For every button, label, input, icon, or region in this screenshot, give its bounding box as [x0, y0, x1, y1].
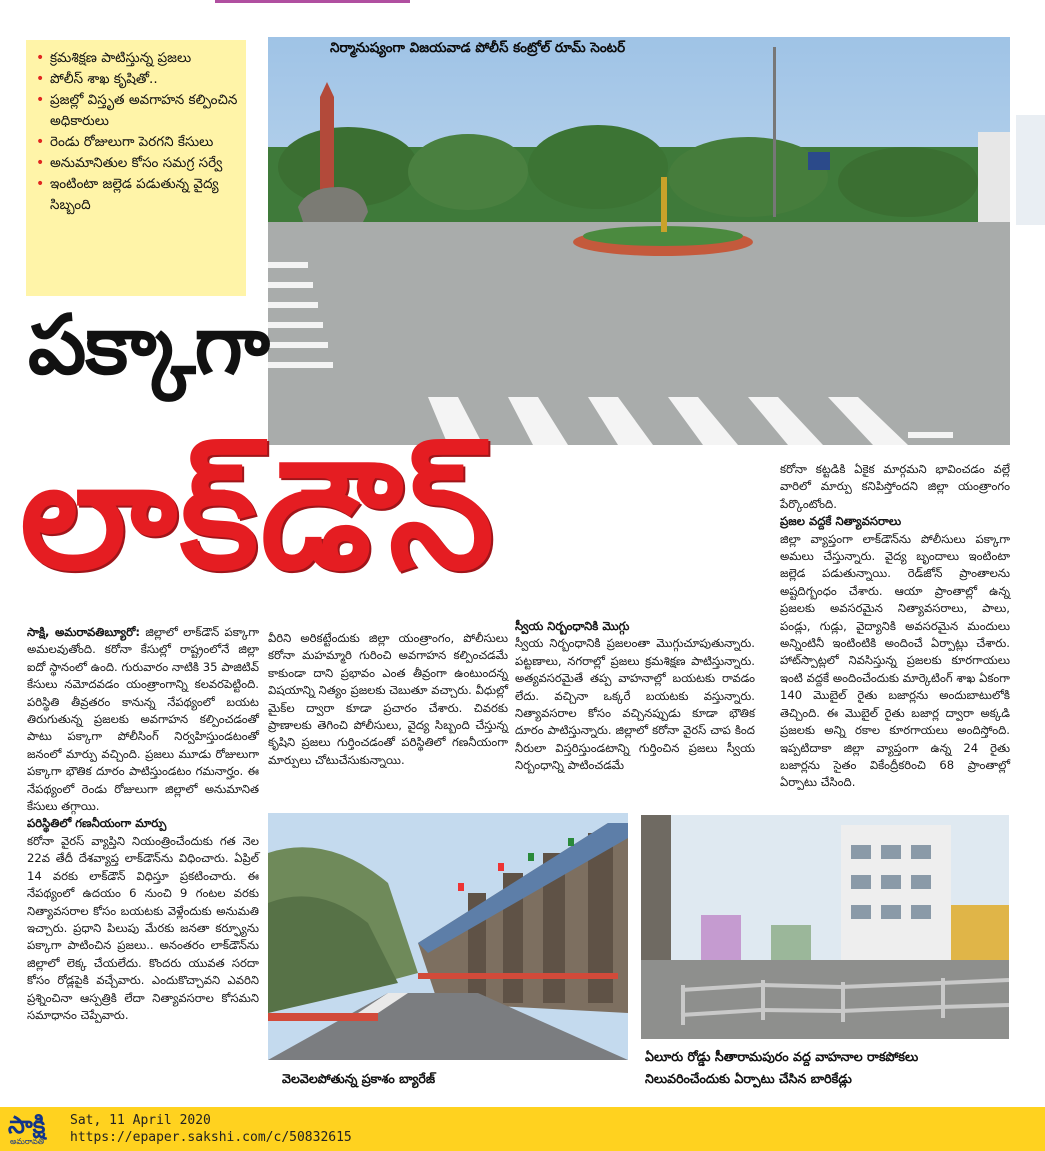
article-paragraph: కరోనా వైరస్ వ్యాప్తిని నియంత్రించేందుకు గత నెల 22వ తేదీ దేశవ్యాప్త లాక్‌డౌన్‌ను విధించారు. ఏప్రిల్ 14 వరకు లాక్‌డౌన్ విధిస్తూ ప్రకటించారు. ఈ నేపథ్యంలో ఉదయం 6 నుంచి 9 గంటల వరకు నిత్యావసరాల కోసం బయటకు వెళ్లేందుకు అనుమతి ఇచ్చారు. ప్రధాని పిలుపు మేరకు జనతా కర్ఫ్యూను పక్కాగా పాటించిన ప్రజలు.. అనంతరం లాక్‌డౌన్‌ను జిల్లాలో లెక్క చేయలేదు. కొందరు యువత సరదా కోసం రోడ్లపైకి వచ్చేవారు. ఎందుకొచ్చావని ఎవరిని ప్రశ్నించినా ఆస్పత్రికి లేదా నిత్యావసరాల కోసమని సమాధానం చెప్పేవారు.: [27, 833, 259, 1022]
footer-bar: [0, 1107, 1045, 1151]
highlight-item: • రెండు రోజులుగా పెరగని కేసులు: [36, 132, 238, 153]
article-paragraph: సాక్షి, అమరావతిబ్యూరో: జిల్లాలో లాక్‌డౌన్ పక్కాగా అమలవుతోంది. కరోనా కేసుల్లో రాష్ట్రంలోనే జిల్లా ఐదో స్థానంలో ఉంది. గురువారం నాటికి 35 పాజిటివ్ కేసులు నమోదవడం యంత్రాంగాన్ని కలవరపెట్టింది. పరిస్థితి తీవ్రతరం కానున్న నేపథ్యంలో బయట తిరుగుతున్న ప్రజలకు అవగాహన కల్పించడంతో పాటు పక్కాగా పోలీసింగ్ నిర్వహిస్తుండటంతో జనంలో మార్పు వచ్చింది. ప్రజలు మూడు రోజులుగా పక్కాగా భౌతిక దూరం పాటిస్తుండటం గమనార్హం. ఈ నేపథ్యంలో రెండు రోజులుగా జిల్లాలో అనుమానిత కేసులు తగ్గాయి.: [27, 625, 260, 814]
article-column-2: [268, 630, 508, 769]
highlights-box: [26, 40, 246, 296]
article-paragraph: జిల్లా వ్యాప్తంగా లాక్‌డౌన్‌ను పోలీసులు పక్కాగా అమలు చేస్తున్నారు. వైద్య బృందాలు ఇంటింటా జల్లెడ పడుతున్నాయి. రెడ్‌జోన్ ప్రాంతాలను అష్టదిగ్బంధం చేశారు. ఆయా ప్రాంతాల్లో ఉన్న ప్రజలకు అవసరమైన నిత్యావసరాలు, పాలు, పండ్లు, గుడ్లు, వైద్యానికి అవసరమైన మందులు అన్నింటినీ ఇంటింటికి అందించే ఏర్పాట్లు చేశారు. హాట్‌స్పాట్లలో నివసిస్తున్న ప్రజలకు కూరగాయలు ఇంటి వద్దకే అందించేందుకు మార్కెటింగ్ శాఖ ఏకంగా 140 మొబైల్ రైతు బజార్లను అందుబాటులోకి తెచ్చింది. ఈ మొబైల్ రైతు బజార్ల ద్వారా అక్కడి ప్రజలకు అన్ని రకాల కూరగాయలు అందిస్తోంది. ఇప్పటిదాకా జిల్లా వ్యాప్తంగా ఉన్న 24 రైతు బజార్లను సైతం వికేంద్రీకరించి 68 ప్రాంతాల్లో ఏర్పాటు చేసింది.: [780, 531, 1010, 790]
headline-line-2: లాక్‌డౌన్: [20, 429, 497, 603]
article-paragraph: వీరిని అరికట్టేందుకు జిల్లా యంత్రాంగం, పోలీసులు కరోనా మహమ్మారి గురించి అవగాహన కల్పించడమే కాకుండా దాని ప్రభావం ఎంత తీవ్రంగా ఉంటుందన్న విషయాన్ని నిత్యం ప్రజలకు చెబుతూ వచ్చారు. వీధుల్లో మైక్‌ల ద్వారా కూడా ప్రచారం చేశారు. చివరకు ప్రాణాలకు తెగించి పోలీసులు, వైద్య సిబ్బంది చేస్తున్న కృషిని ప్రజలు గుర్తించడంతో పరిస్థితిలో గణనీయంగా మార్పులు చోటుచేసుకున్నాయి.: [268, 631, 508, 767]
highlight-item: • క్రమశిక్షణ పాటిస్తున్న ప్రజలు: [36, 48, 238, 69]
subheading: స్వీయ నిర్బంధానికి మొగ్గు: [515, 619, 630, 633]
headline-line-1: పక్కాగా: [28, 298, 269, 393]
main-photo-illustration: [268, 37, 1010, 445]
barrage-photo-caption: వెలవెలపోతున్న ప్రకాశం బ్యారేజ్: [282, 1071, 436, 1086]
main-photo-caption: నిర్మానుష్యంగా విజయవాడ పోలీస్ కంట్రోల్ రూమ్ సెంటర్: [330, 40, 626, 56]
bullet-icon: •: [36, 134, 45, 150]
sakshi-logo: [8, 1111, 60, 1147]
dateline: సాక్షి, అమరావతిబ్యూరో:: [27, 625, 141, 639]
article-column-1: [27, 624, 259, 1024]
article-paragraph: కరోనా కట్టడికి ఏకైక మార్గమని భావించడం వల్లే వారిలో మార్పు కనిపిస్తోందని జిల్లా యంత్రాంగం పేర్కొంటోంది.: [780, 462, 1010, 511]
bullet-icon: •: [36, 50, 45, 66]
top-strip: [0, 0, 1045, 8]
right-edge-strip: [1016, 115, 1045, 225]
road-photo-caption: [645, 1046, 1015, 1090]
barrage-photo: [268, 813, 628, 1060]
article-paragraph: స్వీయ నిర్బంధానికి ప్రజలంతా మొగ్గుచూపుతున్నారు. పట్టణాలు, నగరాల్లో ప్రజలు క్రమశిక్షణ పాటిస్తున్నారు. అత్యవసరమైతే తప్ప వాహనాల్లో బయటకు రావడం లేదు. వచ్చినా ఒక్కరే బయటకు వస్తున్నారు. నిత్యావసరాల కోసం వచ్చినప్పుడు కూడా భౌతిక దూరం పాటిస్తున్నారు. జిల్లాలో కరోనా వైరస్ చాప కింద నీరులా విస్తరిస్తుండటాన్ని గుర్తించిన ప్రజలు స్వీయ నిర్బంధాన్ని పాటించడమే: [515, 636, 755, 773]
road-photo-caption-line-1: ఏలూరు రోడ్డు సీతారామపురం వద్ద వాహనాల రాకపోకలు: [645, 1049, 919, 1064]
highlight-item: • ప్రజల్లో విస్తృత అవగాహన కల్పించిన అధికారులు: [36, 90, 238, 132]
highlight-item: • పోలీస్ శాఖ కృషితో..: [36, 69, 238, 90]
article-column-4: [780, 461, 1010, 792]
subheading: పరిస్థితిలో గణనీయంగా మార్పు: [27, 816, 167, 831]
highlight-item: • అనుమానితుల కోసం సమగ్ర సర్వే: [36, 153, 238, 174]
bullet-icon: •: [36, 155, 45, 171]
highlight-item: • ఇంటింటా జల్లెడ పడుతున్న వైద్య సిబ్బంది: [36, 174, 238, 216]
road-photo-caption-line-2: నిలువరించేందుకు ఏర్పాటు చేసిన బారికేడ్లు: [645, 1071, 852, 1086]
top-strip-mark: [215, 0, 410, 3]
road-photo-illustration: [641, 815, 1009, 1039]
bullet-icon: •: [36, 92, 45, 108]
footer-url-link[interactable]: https://epaper.sakshi.com/c/50832615: [70, 1130, 352, 1145]
barrage-photo-illustration: [268, 813, 628, 1060]
bullet-icon: •: [36, 176, 45, 192]
footer-date: Sat, 11 April 2020: [70, 1113, 211, 1128]
sakshi-logo-edition: అమరావతి: [10, 1137, 45, 1146]
bullet-icon: •: [36, 71, 45, 87]
road-barricade-photo: [641, 815, 1009, 1039]
sakshi-logo-text: సాక్షి: [8, 1111, 46, 1139]
subheading: ప్రజల వద్దకే నిత్యావసరాలు: [780, 514, 902, 529]
article-column-3: [515, 618, 755, 775]
main-photo-control-room-centre: [268, 37, 1010, 445]
